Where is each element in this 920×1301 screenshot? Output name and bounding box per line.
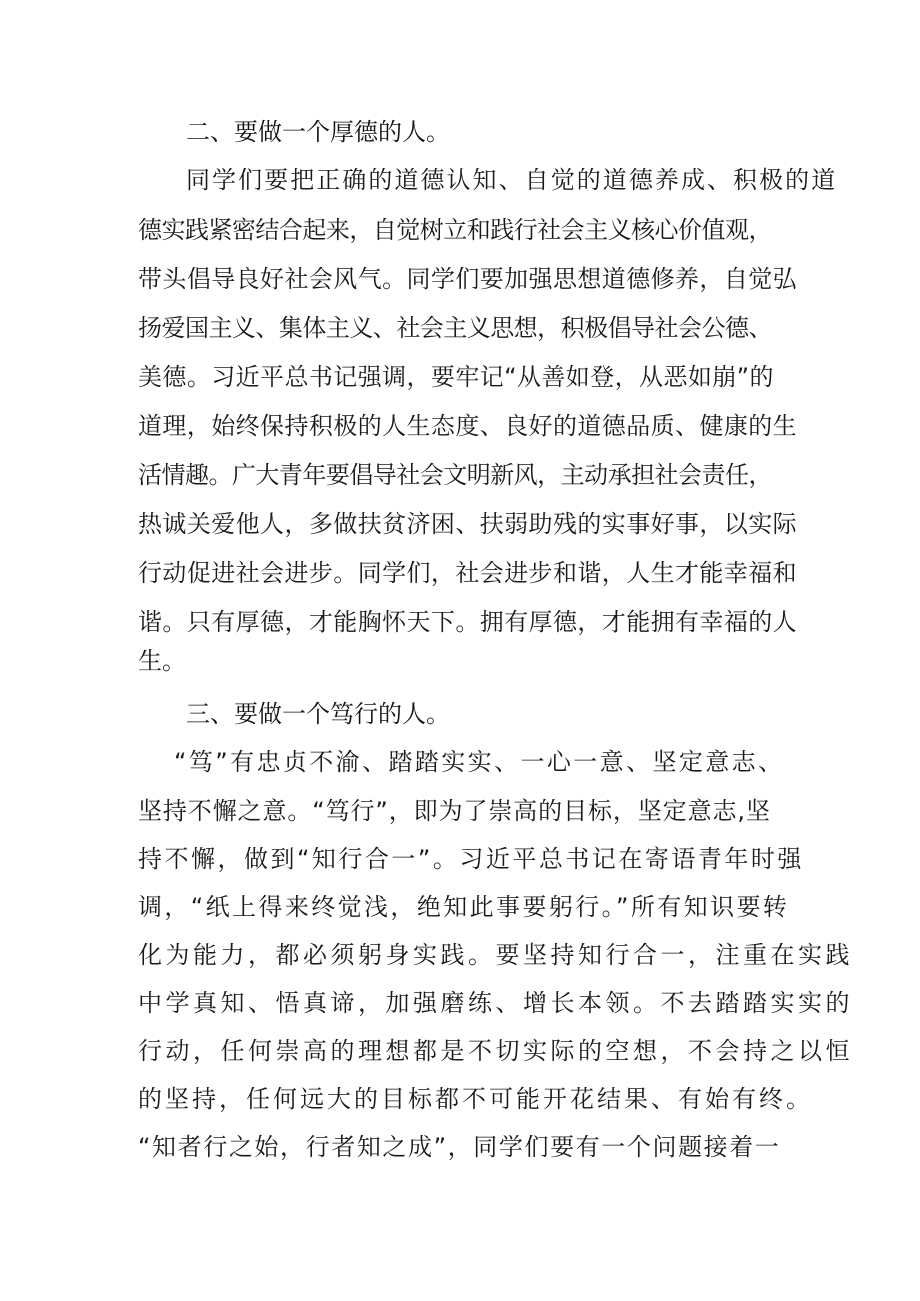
paragraph-line: 道理，始终保持积极的人生态度、良好的道德品质、健康的生 [138,412,798,440]
paragraph-line: 谐。只有厚德，才能胸怀天下。拥有厚德，才能拥有幸福的人 [138,608,798,636]
paragraph-line: 持不懈，做到“知行合一”。习近平总书记在寄语青年时强 [138,845,804,873]
paragraph-line: 中学真知、悟真谛，加强磨练、增长本领。不去踏踏实实的 [138,989,853,1017]
paragraph-line: “笃”有忠贞不渝、踏踏实实、一心一意、坚定意志、 [174,748,785,776]
paragraph-line: 化为能力，都必须躬身实践。要坚持知行合一，注重在实践 [138,941,853,969]
paragraph-line: 热诚关爱他人，多做扶贫济困、扶弱助残的实事好事，以实际 [138,510,798,538]
paragraph-line: 行动，任何崇高的理想都是不切实际的空想，不会持之以恒 [138,1037,853,1065]
section-heading-2: 二、要做一个厚德的人。 [186,118,450,146]
paragraph-line: 德实践紧密结合起来，自觉树立和践行社会主义核心价值观， [138,216,772,244]
paragraph-line: 带头倡导良好社会风气。同学们要加强思想道德修养，自觉弘 [138,265,798,293]
paragraph-line: 扬爱国主义、集体主义、社会主义思想，积极倡导社会公德、 [138,314,772,342]
paragraph-line: 美德。习近平总书记强调，要牢记“从善如登，从恶如崩”的 [138,363,774,391]
paragraph-line: 生。 [138,647,186,675]
paragraph-line: 同学们要把正确的道德认知、自觉的道德养成、积极的道 [186,166,838,194]
paragraph-line: 活情趣。广大青年要倡导社会文明新风，主动承担社会责任， [138,461,772,489]
paragraph-line: 行动促进社会进步。同学们，社会进步和谐，人生才能幸福和 [138,559,798,587]
section-heading-3: 三、要做一个笃行的人。 [186,700,450,728]
paragraph-line: 调，“纸上得来终觉浅，绝知此事要躬行。”所有知识要转 [138,893,790,921]
paragraph-line: “知者行之始，行者知之成”，同学们要有一个问题接着一 [138,1133,781,1161]
paragraph-line: 坚持不懈之意。“笃行”，即为了崇高的目标，坚定意志,坚 [138,797,771,825]
paragraph-line: 的坚持，任何远大的目标都不可能开花结果、有始有终。 [138,1085,813,1113]
